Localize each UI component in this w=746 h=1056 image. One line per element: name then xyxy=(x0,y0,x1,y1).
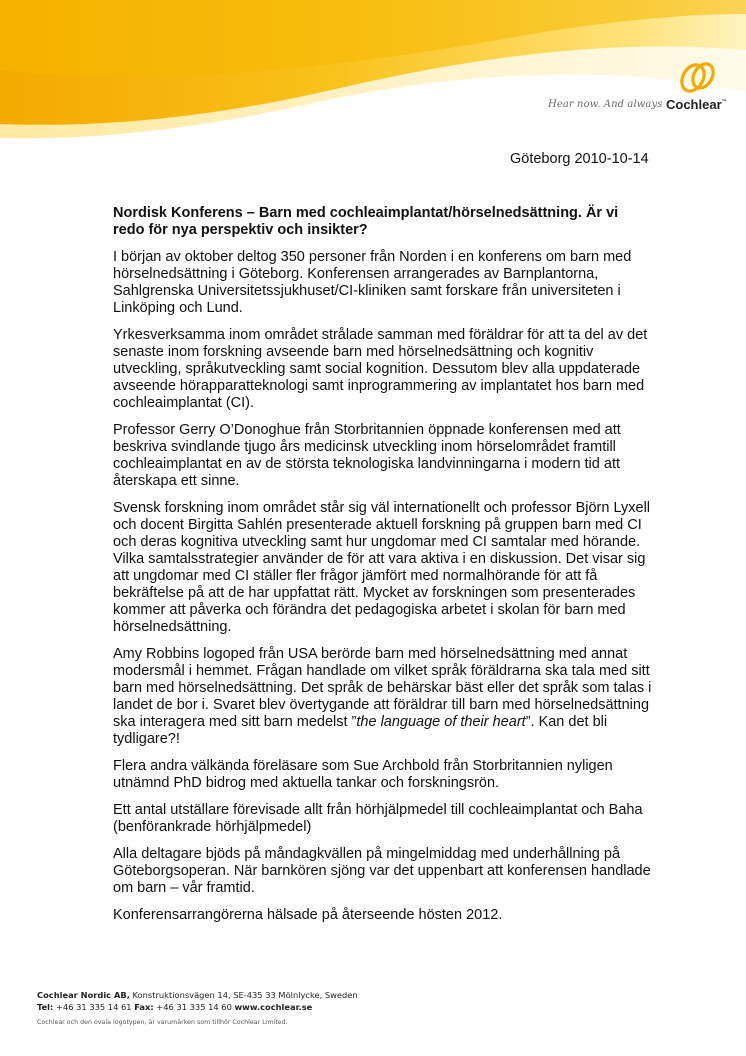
document-date: Göteborg 2010-10-14 xyxy=(510,151,649,167)
paragraph-8: Alla deltagare bjöds på måndagkvällen på mingelmiddag med underhållning på Göteborgsoperan. När barnkören sjöng var det uppenbart att konferensen handlade om barn – vår framtid. xyxy=(113,846,651,896)
footer-trademark-note: Cochlear och den ovala logotypen, är varumärken som tillhör Cochlear Limited. xyxy=(37,1019,288,1026)
cochlear-logo-icon xyxy=(676,60,720,96)
paragraph-9: Konferensarrangörerna hälsade på återseende hösten 2012. xyxy=(113,907,503,923)
paragraph-7: Ett antal utställare förevisade allt från hörhjälpmedel till cochleaimplantat och Baha (benförankrade hörhjälpmedel) xyxy=(113,802,643,835)
paragraph-5: Amy Robbins logoped från USA berörde barn med hörselnedsättning med annat modersmål i hemmet. Frågan handlade om vilket språk föräldrarna ska tala med sitt barn med hörselnedsättning. Det språk de behärskar bäst eller det språk som talas i landet de bor i. Svaret blev övertygande att föräldrar till barn med hörselnedsättning ska interagera med sitt barn medelst ”the language of their heart”. Kan det bli tydligare?! xyxy=(113,646,652,747)
brand-tagline: Hear now. And always xyxy=(548,99,663,110)
paragraph-4: Svensk forskning inom området står sig väl internationellt och professor Björn Lyxell och docent Birgitta Sahlén presenterade aktuell forskning på gruppen barn med CI och deras kognitiva utveckling samt hur ungdomar med CI samtalar med hörande. Vilka samtalsstrategier använder de för att vara aktiva i en diskussion. Det visar sig att ungdomar med CI ställer fler frågor jämfört med normalhörande för att få bekräftelse på att de har uppfattat rätt. Mycket av forskningen som presenterades kommer att påverka och förändra det pedagogiska arbetet i skolan för barn med hörselnedsättning. xyxy=(113,500,651,635)
page-footer xyxy=(37,990,717,1029)
footer-address-line: Cochlear Nordic AB, Konstruktionsvägen 14, SE-435 33 Mölnlycke, Sweden xyxy=(37,990,358,1000)
paragraph-1: I början av oktober deltog 350 personer från Norden i en konferens om barn med hörselnedsättning i Göteborg. Konferensen arrangerades av Barnplantorna, Sahlgrenska Universitetssjukhuset/CI-kliniken samt forskare från universiteten i Linköping och Lund. xyxy=(113,249,632,316)
header-yellow-wave xyxy=(0,0,746,150)
footer-website-link[interactable]: www.cochlear.se xyxy=(234,1001,313,1012)
paragraph-6: Flera andra välkända föreläsare som Sue Archbold från Storbritannien nyligen utnämnd PhD bidrog med aktuella tankar och forskningsrön. xyxy=(113,758,613,791)
cochlear-logo-text: Cochlear™ xyxy=(666,97,727,112)
footer-contact-line: Tel: +46 31 335 14 61 Fax: +46 31 335 14 60 www.cochlear.se xyxy=(37,1001,313,1012)
document-title: Nordisk Konferens – Barn med cochleaimplantat/hörselnedsättning. Är vi redo för nya perspektiv och insikter? xyxy=(113,205,619,238)
paragraph-2: Yrkesverksamma inom området strålade samman med föräldrar för att ta del av det senaste inom forskning avseende barn med hörselnedsättning och kognitiv utveckling, språkutveckling samt social kognition. Dessutom blev alla uppdaterade avseende hörapparatteknologi samt inprogrammering av implantatet hos barn med cochleaimplantat (CI). xyxy=(113,327,648,411)
paragraph-3: Professor Gerry O’Donoghue från Storbritannien öppnade konferensen med att beskriva svindlande tjugo års medicinsk utveckling inom hörselområdet framtill cochleaimplantat en av de största teknologiska landvinningarna i modern tid att återskapa ett sinne. xyxy=(113,422,621,489)
document-body xyxy=(113,205,653,934)
italic-quote: the language of their heart xyxy=(356,714,526,730)
